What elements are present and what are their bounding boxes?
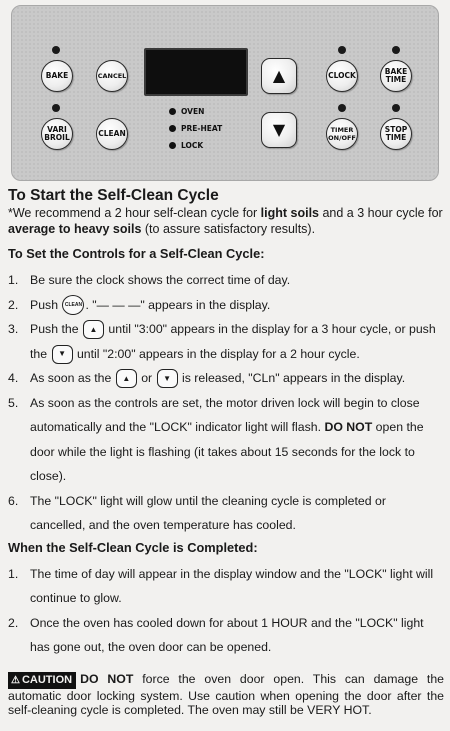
bake-button[interactable]: BAKE: [41, 60, 73, 92]
clock-indicator-dot: [338, 46, 346, 54]
lock-indicator: LOCK: [169, 137, 222, 154]
vari-broil-button[interactable]: VARI BROIL: [41, 118, 73, 150]
list-item: 4. As soon as the ▲ or ▼ is released, "CLn" appears in the display.: [8, 366, 444, 391]
completed-heading: When the Self-Clean Cycle is Completed:: [8, 539, 258, 555]
bake-indicator-dot: [52, 46, 60, 54]
up-arrow-key-icon: ▲: [83, 320, 104, 339]
list-item: 1. The time of day will appear in the display window and the "LOCK" light will continue to glow.: [8, 566, 434, 605]
completed-steps: [8, 562, 444, 660]
caution-notice: ⚠ CAUTION DO NOT force the oven door open. This can damage the automatic door locking system. Use caution when opening the door after the self-cleaning cycle is completed. The oven may still be VERY HOT.: [8, 671, 444, 717]
vari-broil-indicator-dot: [52, 104, 60, 112]
list-item: 2. Push CLEAN . "— — —" appears in the display.: [8, 293, 444, 318]
clean-key-icon: CLEAN: [62, 295, 84, 315]
down-arrow-button[interactable]: ▼: [261, 112, 297, 148]
list-item: 5. As soon as the controls are set, the motor driven lock will begin to close automatically and the "LOCK" indicator light will flash. DO NOT open the door while the light is flashing (it takes about 15 seconds for the lock to close).: [8, 395, 424, 483]
cancel-button[interactable]: CANCEL: [96, 60, 128, 92]
status-indicators: [169, 103, 222, 154]
list-item: 2. Once the oven has cooled down for about 1 HOUR and the "LOCK" light has gone out, the oven door can be opened.: [8, 615, 424, 654]
preheat-led-icon: [169, 125, 176, 132]
set-controls-steps: [8, 268, 444, 538]
clock-button[interactable]: CLOCK: [326, 60, 358, 92]
bake-time-indicator-dot: [392, 46, 400, 54]
timer-indicator-dot: [338, 104, 346, 112]
instructions: [8, 187, 444, 717]
oven-display: [144, 48, 248, 96]
timer-on-off-button[interactable]: TIMER ON/OFF: [326, 118, 358, 150]
set-controls-heading: To Set the Controls for a Self-Clean Cycle:: [8, 246, 265, 261]
up-arrow-key-icon: ▲: [116, 369, 137, 388]
preheat-indicator: PRE-HEAT: [169, 120, 222, 137]
warning-icon: ⚠: [11, 674, 20, 686]
list-item: 6. The "LOCK" light will glow until the cleaning cycle is completed or cancelled, and the oven temperature has cooled.: [8, 493, 386, 532]
oven-control-panel: [11, 5, 439, 181]
clean-button[interactable]: CLEAN: [96, 118, 128, 150]
stop-time-indicator-dot: [392, 104, 400, 112]
list-item: 1. Be sure the clock shows the correct time of day.: [8, 273, 291, 287]
caution-badge: ⚠ CAUTION: [8, 672, 76, 689]
lock-led-icon: [169, 142, 176, 149]
page-title: To Start the Self-Clean Cycle: [8, 187, 219, 204]
list-item: 3. Push the ▲ until "3:00" appears in the display for a 3 hour cycle, or push the ▼ until "2:00" appears in the display for a 2 hour cycle.: [8, 317, 444, 366]
intro-paragraph: *We recommend a 2 hour self-clean cycle for light soils and a 3 hour cycle for average to heavy soils (to assure satisfactory results).: [8, 206, 443, 236]
down-arrow-key-icon: ▼: [52, 345, 73, 364]
oven-led-icon: [169, 108, 176, 115]
down-arrow-key-icon: ▼: [157, 369, 178, 388]
stop-time-button[interactable]: STOP TIME: [380, 118, 412, 150]
bake-time-button[interactable]: BAKE TIME: [380, 60, 412, 92]
oven-indicator: OVEN: [169, 103, 222, 120]
up-arrow-button[interactable]: ▲: [261, 58, 297, 94]
